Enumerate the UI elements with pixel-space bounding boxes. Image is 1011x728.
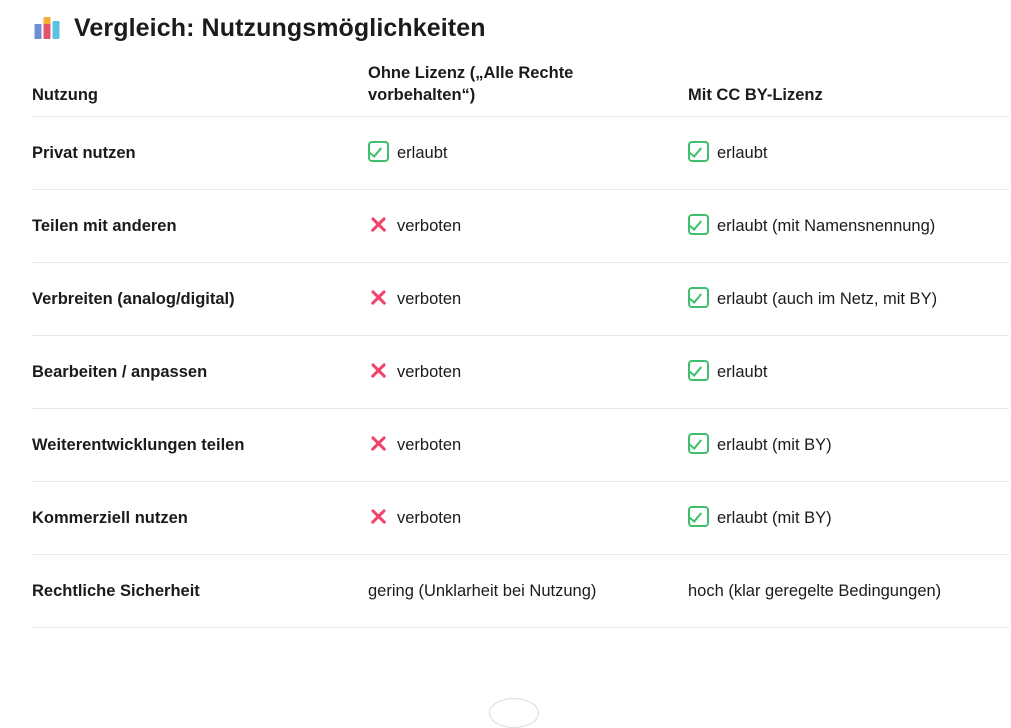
- table-body: [32, 117, 1009, 628]
- cell-text: verboten: [397, 290, 462, 308]
- column-header-cc-by: Mit CC BY-Lizenz: [686, 62, 1009, 117]
- cell-text: verboten: [397, 436, 462, 454]
- cell-text: erlaubt (mit Namensnennung): [717, 217, 936, 235]
- row-label: Rechtliche Sicherheit: [32, 555, 366, 628]
- row-label: Bearbeiten / anpassen: [32, 336, 366, 409]
- cell-no-license: [366, 190, 686, 263]
- cross-icon: [368, 360, 389, 381]
- cell-cc-by: hoch (klar geregelte Bedingungen): [686, 555, 1009, 628]
- table-row: [32, 555, 1009, 628]
- cell-no-license: [366, 409, 686, 482]
- check-icon: [688, 287, 709, 308]
- page-title: Vergleich: Nutzungsmöglichkeiten: [74, 14, 486, 42]
- cell-cc-by: [686, 482, 1009, 555]
- cell-no-license: [366, 482, 686, 555]
- check-icon: [688, 214, 709, 235]
- comparison-table-wrapper: [0, 50, 1011, 628]
- cross-icon: [368, 287, 389, 308]
- row-label: Weiterentwicklungen teilen: [32, 409, 366, 482]
- row-label: Verbreiten (analog/digital): [32, 263, 366, 336]
- cell-text: erlaubt: [397, 144, 448, 162]
- cell-no-license: [366, 263, 686, 336]
- cell-cc-by: [686, 409, 1009, 482]
- cell-text: verboten: [397, 217, 462, 235]
- cell-no-license: gering (Unklarheit bei Nutzung): [366, 555, 686, 628]
- bar-chart-icon: [32, 13, 62, 43]
- cell-cc-by: [686, 336, 1009, 409]
- table-row: [32, 336, 1009, 409]
- check-icon: [368, 141, 389, 162]
- cell-text: verboten: [397, 509, 462, 527]
- cell-text: erlaubt: [717, 144, 768, 162]
- check-icon: [688, 506, 709, 527]
- cross-icon: [368, 214, 389, 235]
- cell-cc-by: [686, 117, 1009, 190]
- row-label: Teilen mit anderen: [32, 190, 366, 263]
- row-label: Privat nutzen: [32, 117, 366, 190]
- check-icon: [688, 433, 709, 454]
- table-header-row: [32, 62, 1009, 117]
- cell-text: erlaubt: [717, 363, 768, 381]
- cross-icon: [368, 433, 389, 454]
- page-bottom-artifact: [489, 698, 539, 728]
- column-header-no-license: Ohne Lizenz („Alle Rechte vorbehalten“): [366, 62, 686, 117]
- check-icon: [688, 360, 709, 381]
- cell-no-license: [366, 117, 686, 190]
- cross-icon: [368, 506, 389, 527]
- cell-text: erlaubt (mit BY): [717, 436, 832, 454]
- row-label: Kommerziell nutzen: [32, 482, 366, 555]
- cell-text: erlaubt (mit BY): [717, 509, 832, 527]
- check-icon: [688, 141, 709, 162]
- table-row: [32, 263, 1009, 336]
- column-header-usage: Nutzung: [32, 62, 366, 117]
- table-row: [32, 190, 1009, 263]
- page-title-row: [0, 0, 1011, 50]
- table-row: [32, 482, 1009, 555]
- comparison-table: [32, 62, 1009, 628]
- table-head: [32, 62, 1009, 117]
- cell-no-license: [366, 336, 686, 409]
- cell-text: erlaubt (auch im Netz, mit BY): [717, 290, 938, 308]
- cell-cc-by: [686, 190, 1009, 263]
- cell-text: verboten: [397, 363, 462, 381]
- table-row: [32, 409, 1009, 482]
- table-row: [32, 117, 1009, 190]
- cell-cc-by: [686, 263, 1009, 336]
